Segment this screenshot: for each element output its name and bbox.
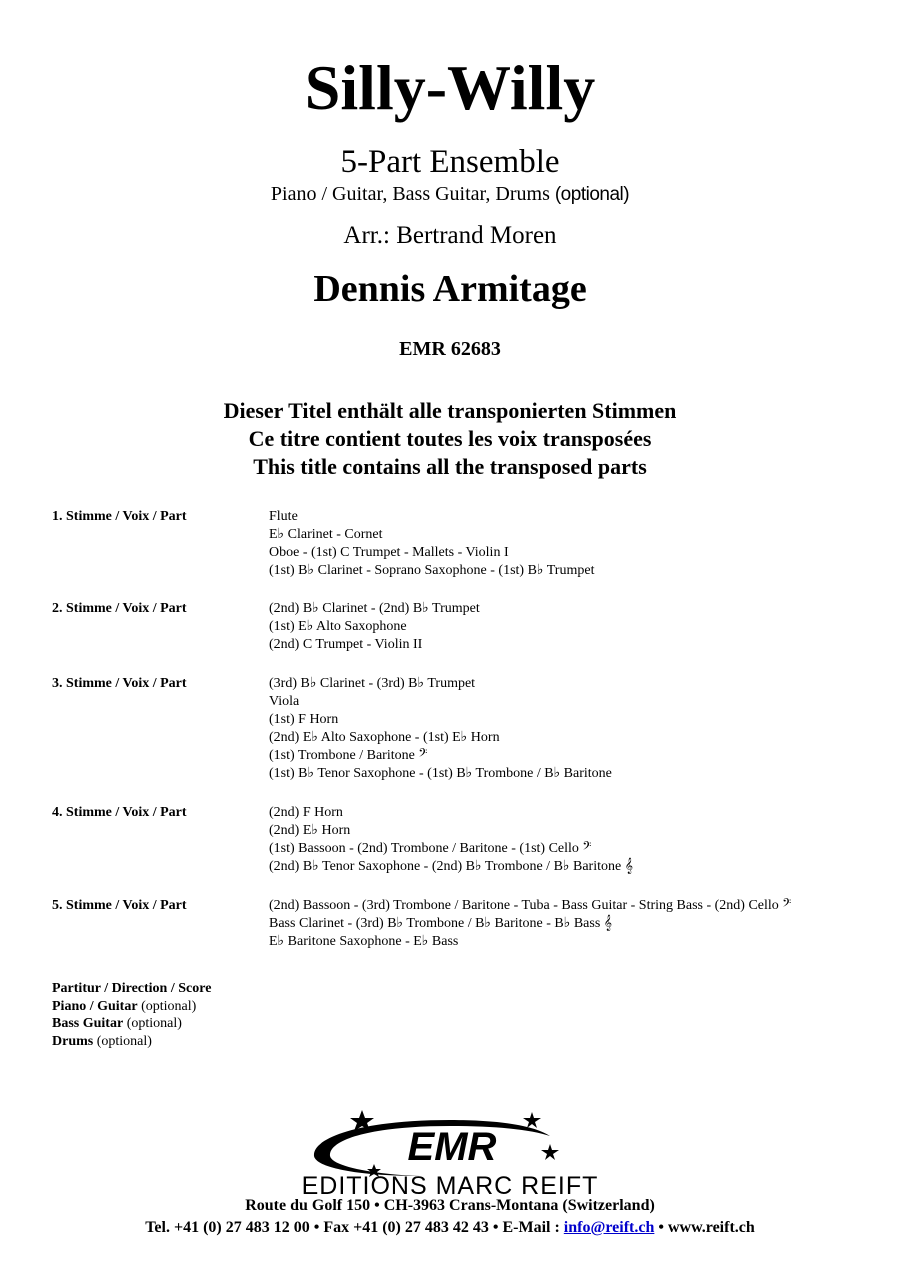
contact-phone-fax: Tel. +41 (0) 27 483 12 00 • Fax +41 (0) 27 483 42 43 • E-Mail : bbox=[145, 1219, 564, 1236]
list-item: (1st) B♭ Clarinet - Soprano Saxophone - (1st) B♭ Trumpet bbox=[269, 563, 595, 578]
list-item: (1st) F Horn bbox=[269, 712, 339, 727]
list-item: (2nd) E♭ Alto Saxophone - (1st) E♭ Horn bbox=[269, 730, 500, 745]
part-4-instruments bbox=[269, 804, 633, 876]
list-item bbox=[52, 998, 211, 1016]
list-item: Oboe - (1st) C Trumpet - Mallets - Violin I bbox=[269, 545, 509, 560]
list-item: E♭ Baritone Saxophone - E♭ Bass bbox=[269, 934, 459, 949]
extra-label: Drums bbox=[52, 1033, 94, 1049]
email-link[interactable]: info@reift.ch bbox=[563, 1219, 655, 1236]
optional-note: (optional) bbox=[554, 184, 630, 205]
part-2-label: 2. Stimme / Voix / Part bbox=[52, 601, 187, 616]
list-item: (2nd) E♭ Horn bbox=[269, 823, 351, 838]
subtitle: 5-Part Ensemble bbox=[340, 144, 560, 180]
list-item: E♭ Clarinet - Cornet bbox=[269, 527, 383, 542]
extra-parts bbox=[52, 980, 211, 1050]
list-item bbox=[52, 1033, 211, 1051]
list-item: (1st) B♭ Tenor Saxophone - (1st) B♭ Trombone / B♭ Baritone bbox=[269, 766, 612, 781]
list-item bbox=[52, 980, 211, 998]
optional-note: (optional) bbox=[126, 1016, 182, 1031]
list-item bbox=[52, 1015, 211, 1033]
website-text: • www.reift.ch bbox=[654, 1219, 755, 1236]
list-item: (2nd) B♭ Tenor Saxophone - (2nd) B♭ Trombone / B♭ Baritone 𝄞 bbox=[269, 859, 633, 874]
list-item: (2nd) Bassoon - (3rd) Trombone / Baritone - Tuba - Bass Guitar - String Bass - (2nd) Cello 𝄢 bbox=[269, 898, 792, 913]
list-item: (2nd) F Horn bbox=[269, 805, 343, 820]
emr-logo-icon bbox=[300, 1104, 600, 1200]
publisher-name: EDITIONS MARC REIFT bbox=[301, 1172, 599, 1200]
publisher-address: Route du Golf 150 • CH-3963 Crans-Montana (Switzerland) bbox=[245, 1197, 655, 1214]
part-1-instruments bbox=[269, 508, 594, 580]
part-5-label: 5. Stimme / Voix / Part bbox=[52, 898, 187, 913]
extra-label: Bass Guitar bbox=[52, 1016, 124, 1031]
part-1-label: 1. Stimme / Voix / Part bbox=[52, 509, 187, 524]
list-item: Bass Clarinet - (3rd) B♭ Trombone / B♭ Baritone - B♭ Bass 𝄞 bbox=[269, 916, 613, 931]
catalog-number: EMR 62683 bbox=[399, 338, 501, 360]
publisher-contact bbox=[0, 1217, 900, 1239]
arranger: Arr.: Bertrand Moren bbox=[343, 222, 557, 249]
list-item: Flute bbox=[269, 509, 298, 524]
list-item: Viola bbox=[269, 694, 300, 709]
extra-label: Partitur / Direction / Score bbox=[52, 981, 212, 996]
title: Silly-Willy bbox=[304, 52, 596, 123]
notice-german: Dieser Titel enthält alle transponierten Stimmen bbox=[223, 398, 677, 423]
optional-note: (optional) bbox=[141, 998, 197, 1014]
notice-french: Ce titre contient toutes les voix transposées bbox=[248, 426, 652, 451]
notice-english: This title contains all the transposed parts bbox=[253, 454, 647, 479]
list-item: (1st) Bassoon - (2nd) Trombone / Baritone - (1st) Cello 𝄢 bbox=[269, 841, 592, 856]
list-item: (2nd) B♭ Clarinet - (2nd) B♭ Trumpet bbox=[269, 601, 480, 616]
logo-text: EMR bbox=[407, 1125, 497, 1169]
instrumentation-text: Piano / Guitar, Bass Guitar, Drums bbox=[270, 183, 550, 205]
part-2-instruments bbox=[269, 600, 480, 654]
part-5-instruments bbox=[269, 897, 791, 951]
optional-note: (optional) bbox=[96, 1033, 152, 1049]
extra-label: Piano / Guitar bbox=[52, 998, 138, 1014]
part-4-label: 4. Stimme / Voix / Part bbox=[52, 805, 187, 820]
instrumentation bbox=[0, 182, 900, 207]
list-item: (1st) Trombone / Baritone 𝄢 bbox=[269, 748, 428, 763]
list-item: (1st) E♭ Alto Saxophone bbox=[269, 619, 407, 634]
composer: Dennis Armitage bbox=[313, 268, 587, 310]
list-item: (3rd) B♭ Clarinet - (3rd) B♭ Trumpet bbox=[269, 676, 476, 691]
list-item: (2nd) C Trumpet - Violin II bbox=[269, 637, 423, 652]
transposed-notice bbox=[0, 397, 900, 481]
publisher-logo bbox=[300, 1104, 600, 1200]
part-3-instruments bbox=[269, 675, 612, 783]
part-3-label: 3. Stimme / Voix / Part bbox=[52, 676, 187, 691]
